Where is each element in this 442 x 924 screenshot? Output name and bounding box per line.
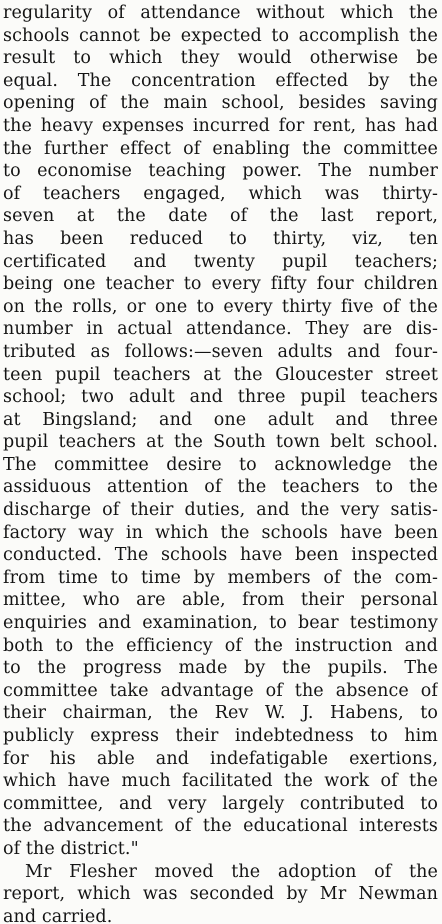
text-line: being one teacher to every fifty four children xyxy=(3,274,438,295)
text-line: teen pupil teachers at the Gloucester street xyxy=(3,364,438,385)
text-line: equal. The concentration effected by the xyxy=(3,70,438,91)
text-line: for his able and indefatigable exertions, xyxy=(3,748,438,769)
text-line: of the district." xyxy=(3,838,139,859)
text-line: factory way in which the schools have been xyxy=(3,522,438,543)
text-line: enquiries and examination, to bear testimony xyxy=(3,613,438,634)
text-line: report, which was seconded by Mr Newman xyxy=(3,884,438,905)
text-line: committee, and very largely contributed to xyxy=(3,793,438,814)
text-line: number in actual attendance. They are dis- xyxy=(3,319,438,340)
text-line: to the progress made by the pupils. The xyxy=(3,658,438,679)
text-line: tributed as follows:—seven adults and four- xyxy=(3,341,438,362)
text-line: conducted. The schools have been inspected xyxy=(3,545,438,566)
text-line: discharge of their duties, and the very satis- xyxy=(3,500,438,521)
text-line: and carried. xyxy=(3,906,113,924)
text-line: Mr Flesher moved the adoption of the xyxy=(25,861,438,882)
text-line: schools cannot be expected to accomplish the xyxy=(3,25,438,46)
text-line: the advancement of the educational interests xyxy=(3,816,438,837)
text-line: from time to time by members of the com- xyxy=(3,567,438,588)
text-line: result to which they would otherwise be xyxy=(3,48,438,69)
text-line: has been reduced to thirty, viz, ten xyxy=(3,228,438,249)
paragraph-motion xyxy=(3,861,438,924)
text-line: at Bingsland; and one adult and three xyxy=(3,409,438,430)
text-line: mittee, who are able, from their personal xyxy=(3,590,438,611)
text-line: regularity of attendance without which the xyxy=(3,3,438,23)
text-line: the heavy expenses incurred for rent, has had xyxy=(3,115,438,136)
text-line: seven at the date of the last report, xyxy=(3,206,438,227)
text-line: assiduous attention of the teachers to the xyxy=(3,477,438,498)
text-line: both to the efficiency of the instruction and xyxy=(3,635,438,656)
text-line: committee take advantage of the absence of xyxy=(3,680,438,701)
text-line: to economise teaching power. The number xyxy=(3,161,438,182)
text-line: the further effect of enabling the committee xyxy=(3,138,438,159)
text-line: certificated and twenty pupil teachers; xyxy=(3,251,438,272)
text-line: publicly express their indebtedness to him xyxy=(3,726,438,746)
text-line: on the rolls, or one to every thirty five of the xyxy=(3,296,438,317)
text-line: school; two adult and three pupil teachers xyxy=(3,387,438,408)
text-line: their chairman, the Rev W. J. Habens, to xyxy=(3,703,438,724)
text-line: which have much facilitated the work of the xyxy=(3,771,438,792)
text-line: The committee desire to acknowledge the xyxy=(3,454,438,475)
text-line: pupil teachers at the South town belt school. xyxy=(3,432,438,453)
text-line: of teachers engaged, which was thirty- xyxy=(3,183,438,204)
text-line: opening of the main school, besides saving xyxy=(3,93,438,114)
paragraph-report-quote xyxy=(3,2,438,861)
